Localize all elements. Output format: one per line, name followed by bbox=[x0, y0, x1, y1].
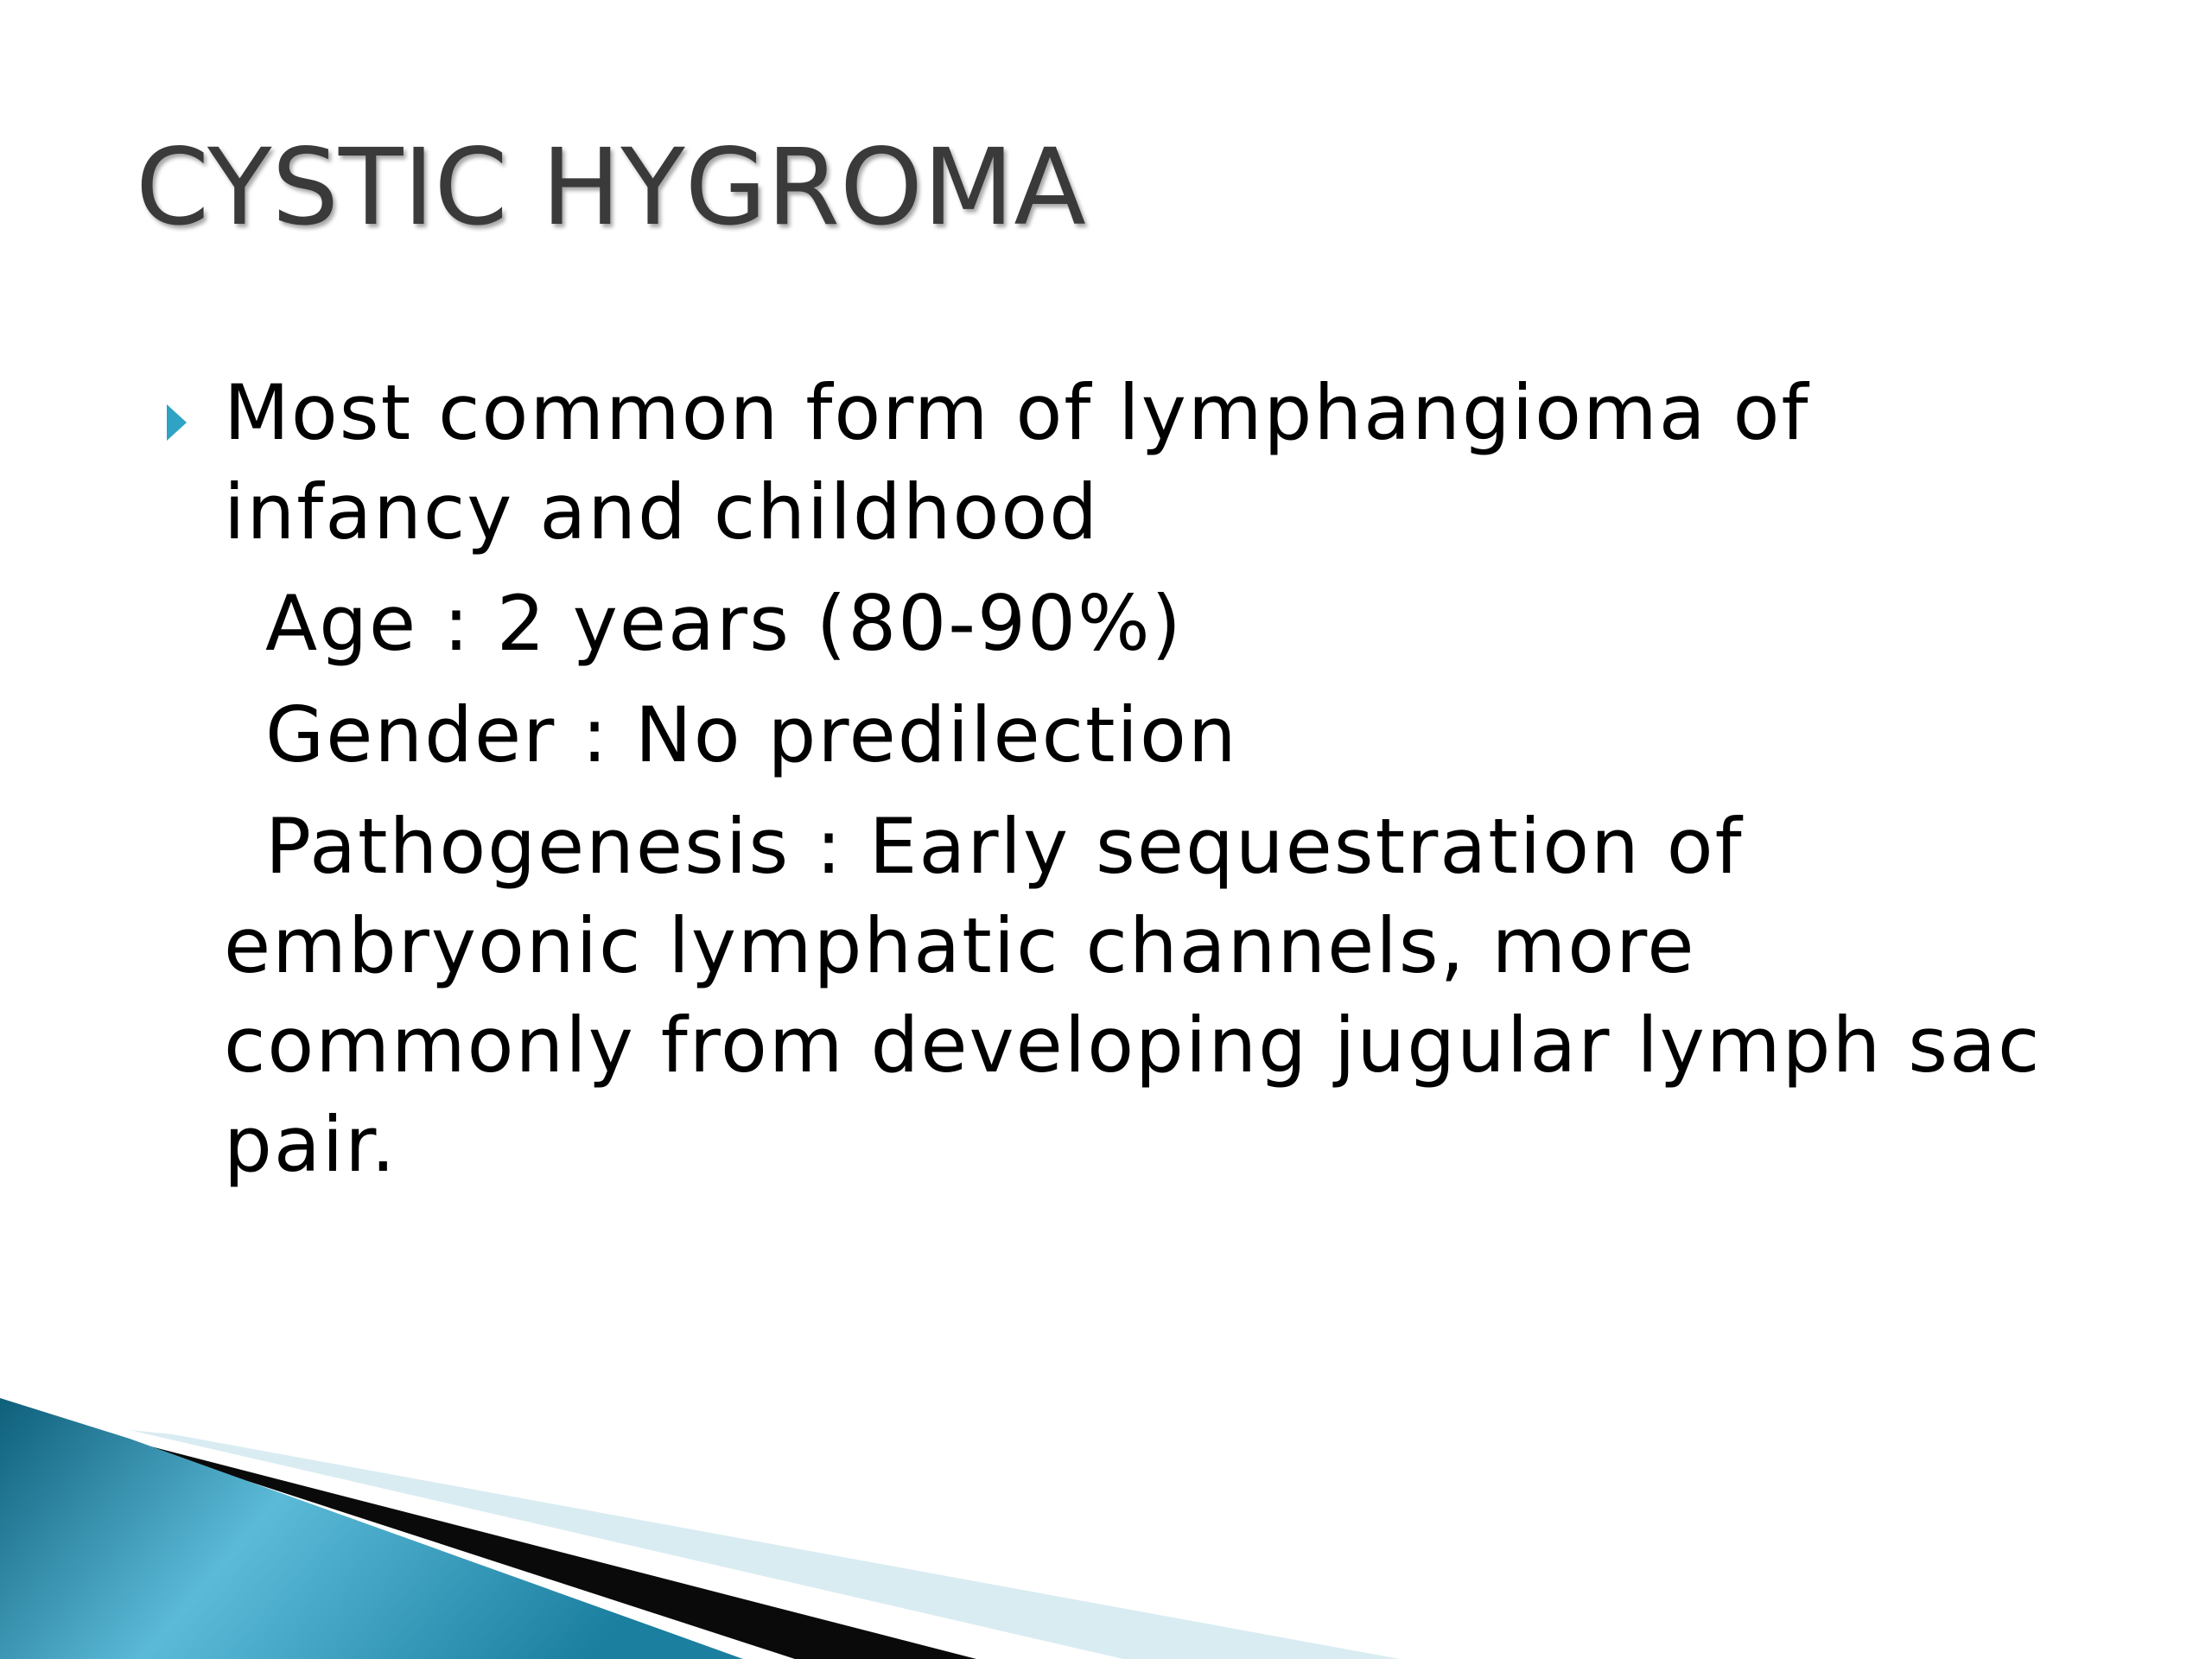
gender-line: Gender : No predilection bbox=[265, 690, 1238, 779]
pale-wedge bbox=[130, 1430, 1400, 1659]
bullet-line-2: infancy and childhood bbox=[224, 467, 1100, 556]
bullet-line-1: Most common form of lymphangioma of bbox=[224, 368, 1810, 457]
age-line: Age : 2 years (80-90%) bbox=[265, 579, 1183, 668]
pathogenesis-line-3: commonly from developing jugular lymph sac bbox=[224, 1001, 2042, 1090]
pathogenesis-line-1: Pathogenesis : Early sequestration of bbox=[265, 802, 1744, 891]
blue-wedge bbox=[0, 1398, 743, 1659]
slide-body bbox=[167, 363, 2111, 1194]
bullet-item bbox=[167, 363, 2111, 562]
black-wedge bbox=[104, 1434, 976, 1659]
slide-title: CYSTIC HYGROMA bbox=[136, 126, 1086, 249]
pathogenesis-paragraph bbox=[167, 797, 2111, 1194]
triangle-bullet-icon bbox=[167, 404, 187, 441]
pathogenesis-line-2: embryonic lymphatic channels, more bbox=[224, 901, 1696, 990]
pathogenesis-line-4: pair. bbox=[224, 1100, 397, 1189]
